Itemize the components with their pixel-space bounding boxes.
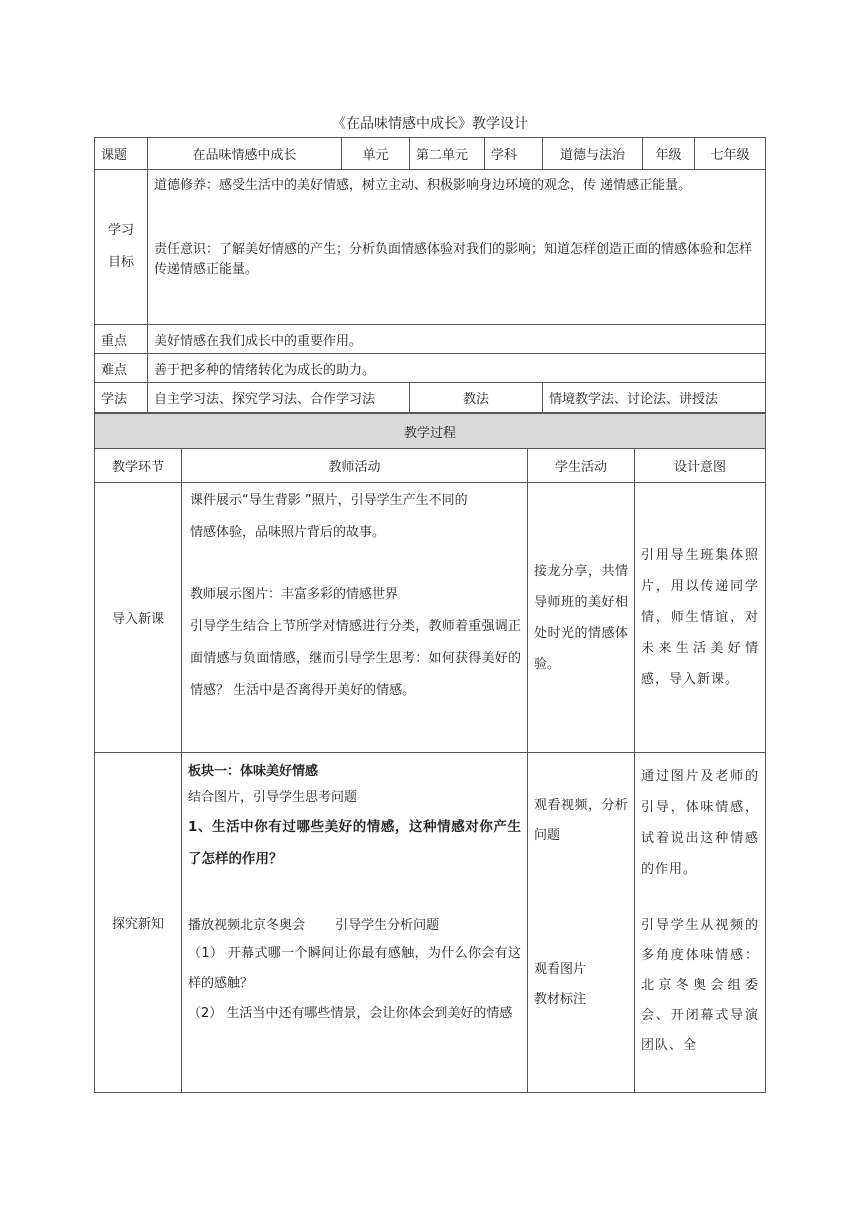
subject-label: 学科 bbox=[485, 138, 543, 170]
explore-line-2: 播放视频北京冬奥会 引导学生分析问题 bbox=[188, 918, 440, 933]
intro-line-4: 引导学生结合上节所学对情感进行分类，教师着重强调正面情感与负面情感，继而引导学生思考：如何获得美好的情感？ 生活中是否离得开美好的情感。 bbox=[190, 619, 521, 698]
key-value: 美好情感在我们成长中的重要作用。 bbox=[148, 325, 766, 354]
grade-label: 年级 bbox=[643, 138, 695, 170]
intro-line-2: 情感体验，品味照片背后的故事。 bbox=[190, 525, 386, 540]
goals-label bbox=[95, 170, 148, 325]
intent-explore-1: 通过图片及老师的引导，体味情感，试着说出这种情感的作用。 bbox=[641, 769, 760, 877]
difficult-value: 善于把多种的情绪转化为成长的助力。 bbox=[148, 354, 766, 383]
teaching-process-table bbox=[94, 413, 766, 1093]
key-label: 重点 bbox=[95, 325, 148, 354]
process-band: 教学过程 bbox=[95, 414, 766, 449]
study-value: 自主学习法、探究学习法、合作学习法 bbox=[148, 383, 410, 413]
header-student: 学生活动 bbox=[528, 449, 635, 483]
lesson-label: 课题 bbox=[95, 138, 148, 170]
study-label: 学法 bbox=[95, 383, 148, 413]
intro-line-3: 教师展示图片：丰富多彩的情感世界 bbox=[190, 587, 399, 602]
goal-responsibility: 责任意识：了解美好情感的产生；分析负面情感体验对我们的影响；知道怎样创造正面的情感体验和怎样传递情感正能量。 bbox=[154, 242, 753, 277]
header-stage: 教学环节 bbox=[95, 449, 182, 483]
subject-value: 道德与法治 bbox=[543, 138, 643, 170]
teach-label: 教法 bbox=[410, 383, 543, 413]
goals-label-line-2: 目标 bbox=[107, 255, 134, 270]
intent-explore-2: 引导学生从视频的多角度体味情感： 北京冬奥会组委会、开闭幕式导演团队、全 bbox=[641, 918, 760, 1053]
grade-value: 七年级 bbox=[695, 138, 766, 170]
lesson-info-table bbox=[94, 137, 766, 413]
student-explore-3: 教材标注 bbox=[534, 992, 587, 1007]
stage-intro: 导入新课 bbox=[95, 483, 182, 753]
explore-line-1: 结合图片，引导学生思考问题 bbox=[188, 790, 358, 805]
intro-line-1: 课件展示“导生背影 ”照片，引导学生产生不同的 bbox=[190, 493, 468, 508]
block-title: 板块一：体味美好情感 bbox=[188, 764, 319, 779]
intent-explore bbox=[635, 753, 766, 1093]
header-intent: 设计意图 bbox=[635, 449, 766, 483]
teacher-explore bbox=[182, 753, 528, 1093]
student-explore-1: 观看视频，分析问题 bbox=[534, 798, 628, 843]
goals-cell bbox=[148, 170, 766, 325]
unit-value: 第二单元 bbox=[410, 138, 485, 170]
document-title: 《在品味情感中成长》教学设计 bbox=[332, 116, 528, 132]
lesson-value: 在品味情感中成长 bbox=[148, 138, 342, 170]
header-teacher: 教师活动 bbox=[182, 449, 528, 483]
teacher-intro bbox=[182, 483, 528, 753]
difficult-label: 难点 bbox=[95, 354, 148, 383]
student-intro: 接龙分享，共情导师班的美好相处时光的情感体验。 bbox=[528, 483, 635, 753]
goal-morality: 道德修养：感受生活中的美好情感，树立主动、积极影响身边环境的观念，传 递情感正能量。 bbox=[154, 178, 692, 193]
explore-line-3: （1） 开幕式哪一个瞬间让你最有感触，为什么你会有这样的感触？ bbox=[188, 946, 521, 991]
explore-line-4: （2） 生活当中还有哪些情景，会让你体会到美好的情感 bbox=[188, 1006, 513, 1021]
stage-explore: 探究新知 bbox=[95, 753, 182, 1093]
question-1: 1、生活中你有过哪些美好的情感，这种情感对你产生了怎样的作用？ bbox=[188, 819, 521, 867]
student-explore bbox=[528, 753, 635, 1093]
teach-value: 情境教学法、讨论法、讲授法 bbox=[543, 383, 766, 413]
intent-intro: 引用导生班集体照片，用以传递同学情，师生情谊，对未来生活美好情感，导入新课。 bbox=[635, 483, 766, 753]
unit-label: 单元 bbox=[342, 138, 410, 170]
student-explore-2: 观看图片 bbox=[534, 962, 587, 977]
goals-label-line-1: 学习 bbox=[107, 223, 134, 238]
